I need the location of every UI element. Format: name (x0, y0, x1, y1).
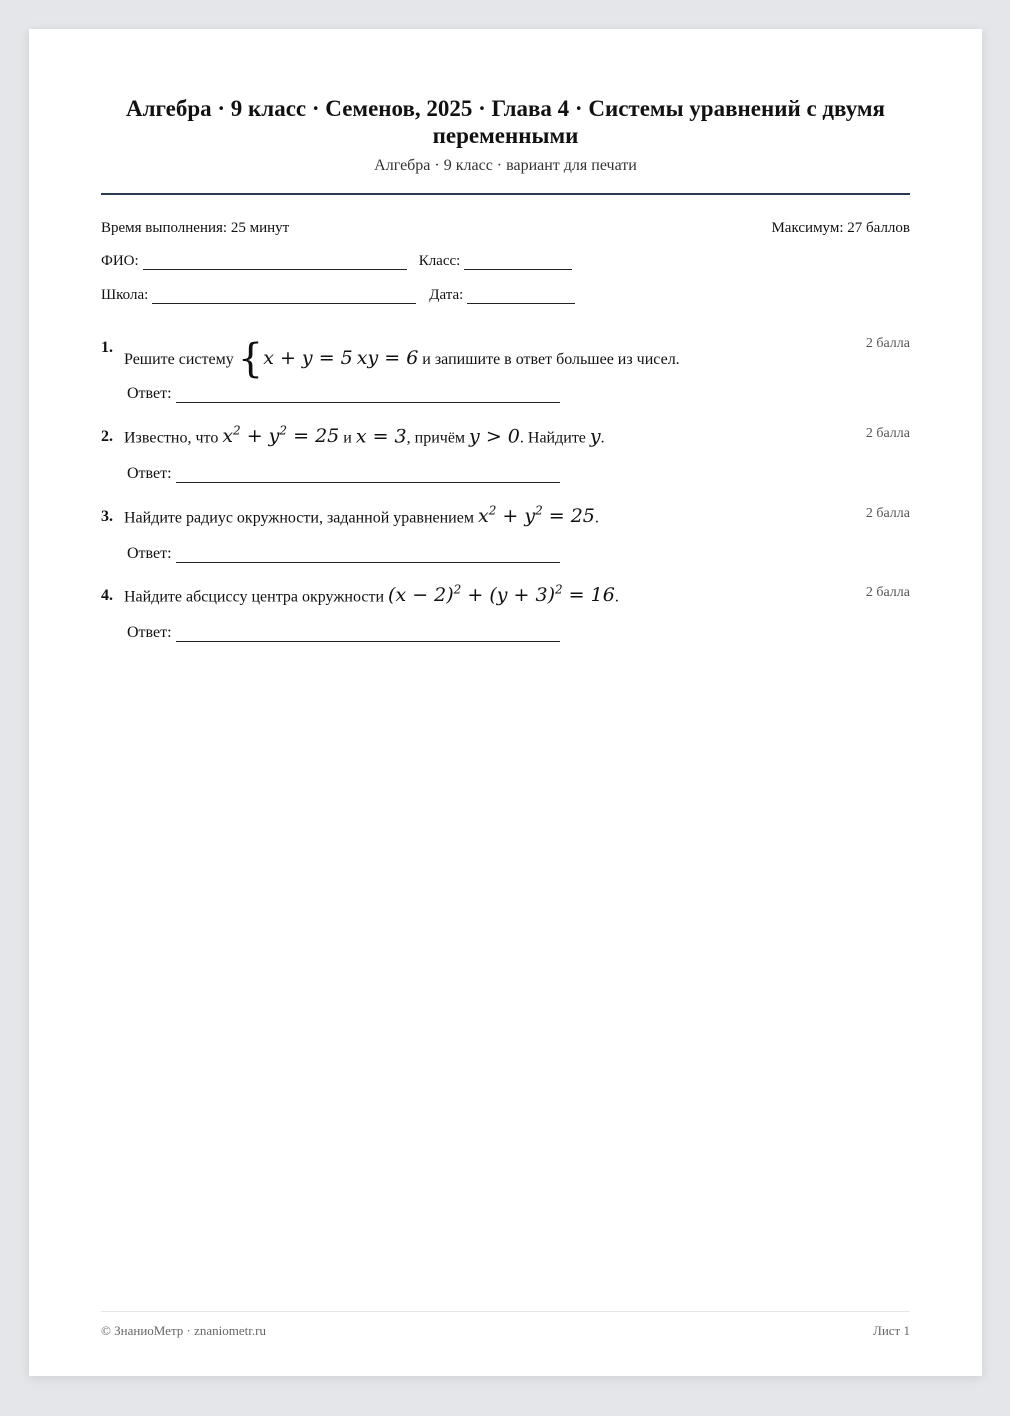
question-text (124, 424, 605, 447)
worksheet-page (29, 29, 982, 1376)
answer-field-1[interactable] (176, 388, 560, 403)
question-points: 2 балла (865, 336, 910, 351)
school-field[interactable] (152, 289, 416, 304)
answer-row-2 (127, 465, 560, 483)
question-text (124, 504, 599, 527)
school-label: Школа: (101, 287, 149, 303)
question-end: . (594, 509, 599, 527)
system-brace: { (237, 336, 264, 382)
system-eq-2: xy = 6 (356, 347, 419, 369)
answer-field-4[interactable] (176, 627, 560, 642)
math-expr-1: $x^2 + y^2 = 25$ (477, 504, 595, 528)
footer-copyright: © ЗнаниоМетр · znaniometr.ru (101, 1323, 266, 1338)
footer-sheet-number: Лист 1 (873, 1323, 910, 1338)
question-points: 2 балла (865, 506, 910, 521)
math-expr-1: $(x - 2)^2 + (y + 3)^2 = 16$ (388, 583, 615, 607)
question-points: 2 балла (865, 426, 910, 441)
answer-field-2[interactable] (176, 468, 560, 483)
question-pre: Известно, что (124, 429, 219, 447)
time-limit: Время выполнения: 25 минут (101, 220, 290, 236)
question-number: 1. (101, 339, 113, 356)
system-eq-1: x + y = 5 (263, 347, 353, 369)
question-mid-3: . Найдите (519, 429, 586, 447)
answer-label: Ответ: (127, 624, 172, 641)
fio-field[interactable] (143, 255, 407, 270)
date-field[interactable] (467, 289, 575, 304)
math-expr-4: y (589, 425, 601, 448)
fio-class-row (101, 253, 572, 270)
question-mid-1: и (343, 429, 352, 447)
answer-row-3 (127, 545, 560, 563)
math-expr-2: x = 3 (355, 425, 407, 448)
question-text (124, 336, 680, 382)
school-date-row (101, 287, 575, 304)
question-pre: Решите систему (124, 351, 234, 368)
question-post: и запишите в ответ большее из чисел. (422, 351, 680, 368)
question-pre: Найдите абсциссу центра окружности (124, 588, 385, 606)
answer-label: Ответ: (127, 545, 172, 562)
answer-row-4 (127, 624, 560, 642)
header-divider (101, 193, 910, 195)
page-title: Алгебра · 9 класс · Семенов, 2025 · Глава 4 · Системы уравнений с двумя переменными (125, 96, 885, 148)
footer-divider (101, 1311, 910, 1312)
fio-label: ФИО: (101, 253, 139, 269)
answer-field-3[interactable] (176, 548, 560, 563)
answer-label: Ответ: (127, 385, 172, 402)
question-mid-2: , причём (406, 429, 466, 447)
question-number: 3. (101, 508, 113, 525)
answer-label: Ответ: (127, 465, 172, 482)
question-pre: Найдите радиус окружности, заданной уравнением (124, 509, 474, 527)
math-expr-3: y > 0 (469, 425, 520, 448)
question-end: . (600, 429, 605, 447)
date-label: Дата: (429, 287, 464, 303)
max-score: Максимум: 27 баллов (771, 220, 910, 236)
class-label: Класс: (418, 253, 461, 269)
answer-row-1 (127, 385, 560, 403)
question-number: 2. (101, 428, 113, 445)
question-number: 4. (101, 587, 113, 604)
class-field[interactable] (464, 255, 572, 270)
page-subtitle: Алгебра · 9 класс · вариант для печати (374, 157, 637, 174)
question-text (124, 583, 619, 606)
question-end: . (614, 588, 619, 606)
question-points: 2 балла (865, 585, 910, 600)
math-expr-1: $x^2 + y^2 = 25$ (222, 424, 340, 448)
